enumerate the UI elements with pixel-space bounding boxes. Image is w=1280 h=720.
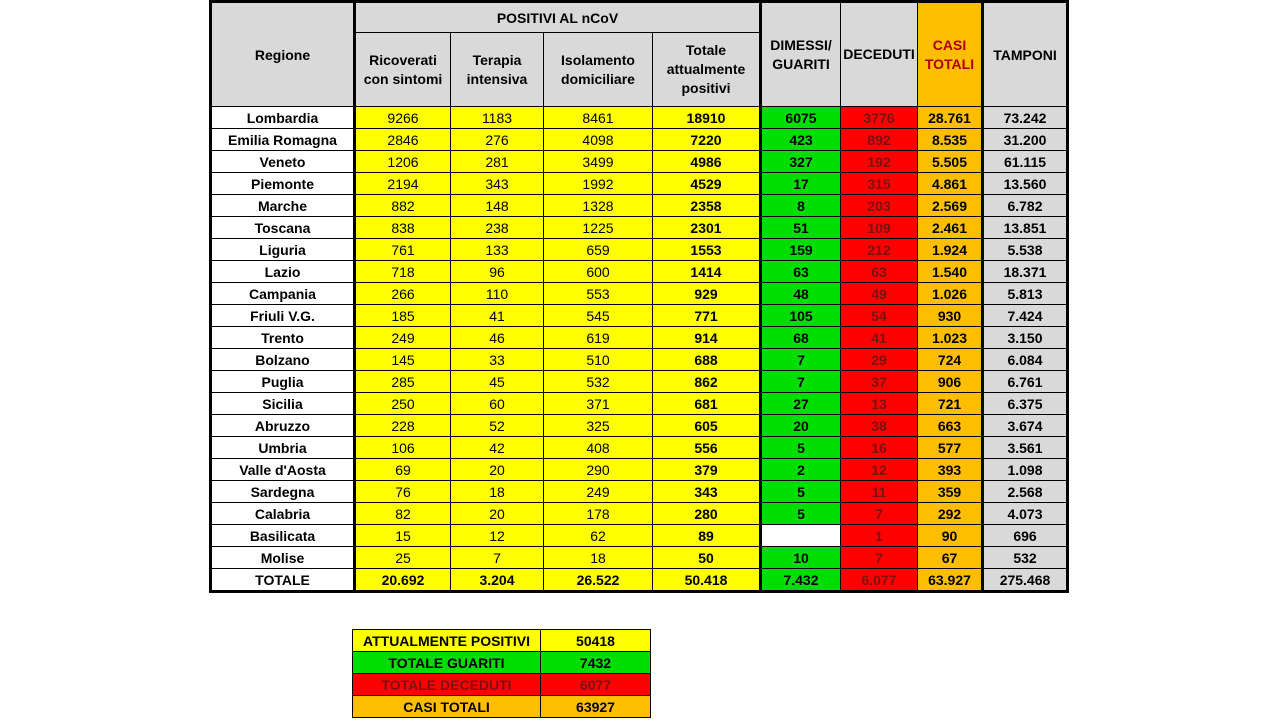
- cell-tamponi: 5.813: [983, 283, 1068, 305]
- cell-totale-positivi: 681: [653, 393, 761, 415]
- cell-terapia-intensiva: 33: [451, 349, 544, 371]
- cell-deceduti: 7: [841, 547, 918, 569]
- table-row: [211, 261, 1068, 283]
- cell-casi-totali: 359: [918, 481, 983, 503]
- cell-regione: Liguria: [211, 239, 355, 261]
- cell-terapia-intensiva: 20: [451, 503, 544, 525]
- cell-deceduti: 12: [841, 459, 918, 481]
- cell-ricoverati: 285: [355, 371, 451, 393]
- summary-value: 7432: [541, 652, 651, 674]
- cell-casi-totali: 292: [918, 503, 983, 525]
- cell-isolamento: 553: [544, 283, 653, 305]
- cell-terapia-intensiva: 276: [451, 129, 544, 151]
- cell-deceduti: 63: [841, 261, 918, 283]
- cell-totale-positivi: 7220: [653, 129, 761, 151]
- cell-regione: Friuli V.G.: [211, 305, 355, 327]
- cell-dimessi-guariti: 63: [761, 261, 841, 283]
- table-row: [211, 525, 1068, 547]
- cell-isolamento: 62: [544, 525, 653, 547]
- cell-dimessi-guariti: 159: [761, 239, 841, 261]
- cell-totale-positivi: 18910: [653, 107, 761, 129]
- cell-totale-positivi: 1414: [653, 261, 761, 283]
- cell-isolamento: 1992: [544, 173, 653, 195]
- table-row: [211, 459, 1068, 481]
- cell-terapia-intensiva: 42: [451, 437, 544, 459]
- cell-deceduti: 109: [841, 217, 918, 239]
- cell-dimessi-guariti: 7.432: [761, 569, 841, 592]
- cell-terapia-intensiva: 52: [451, 415, 544, 437]
- cell-casi-totali: 67: [918, 547, 983, 569]
- summary-table: [352, 629, 651, 718]
- cell-isolamento: 600: [544, 261, 653, 283]
- cell-tamponi: 7.424: [983, 305, 1068, 327]
- table-row: [211, 349, 1068, 371]
- table-row: [211, 151, 1068, 173]
- cell-tamponi: 3.674: [983, 415, 1068, 437]
- cell-ricoverati: 2846: [355, 129, 451, 151]
- cell-ricoverati: 266: [355, 283, 451, 305]
- cell-deceduti: 38: [841, 415, 918, 437]
- table-row: [211, 173, 1068, 195]
- cell-ricoverati: 145: [355, 349, 451, 371]
- cell-regione: Emilia Romagna: [211, 129, 355, 151]
- cell-deceduti: 29: [841, 349, 918, 371]
- cell-isolamento: 659: [544, 239, 653, 261]
- totals-row: [211, 569, 1068, 592]
- cell-tamponi: 3.150: [983, 327, 1068, 349]
- cell-ricoverati: 185: [355, 305, 451, 327]
- cell-ricoverati: 76: [355, 481, 451, 503]
- cell-casi-totali: 1.026: [918, 283, 983, 305]
- cell-dimessi-guariti: 10: [761, 547, 841, 569]
- cell-totale-positivi: 688: [653, 349, 761, 371]
- cell-dimessi-guariti: 20: [761, 415, 841, 437]
- cell-totale-positivi: 556: [653, 437, 761, 459]
- cell-dimessi-guariti: 68: [761, 327, 841, 349]
- cell-ricoverati: 718: [355, 261, 451, 283]
- cell-deceduti: 49: [841, 283, 918, 305]
- cell-ricoverati: 106: [355, 437, 451, 459]
- header-terapia-intensiva: Terapia intensiva: [451, 33, 544, 107]
- cell-deceduti: 892: [841, 129, 918, 151]
- cell-terapia-intensiva: 96: [451, 261, 544, 283]
- header-regione: Regione: [211, 2, 355, 107]
- cell-casi-totali: 393: [918, 459, 983, 481]
- cell-isolamento: 325: [544, 415, 653, 437]
- cell-dimessi-guariti: 51: [761, 217, 841, 239]
- cell-ricoverati: 2194: [355, 173, 451, 195]
- cell-casi-totali: 1.023: [918, 327, 983, 349]
- cell-totale-positivi: 862: [653, 371, 761, 393]
- cell-dimessi-guariti: 27: [761, 393, 841, 415]
- cell-terapia-intensiva: 12: [451, 525, 544, 547]
- cell-tamponi: 61.115: [983, 151, 1068, 173]
- cell-casi-totali: 4.861: [918, 173, 983, 195]
- cell-isolamento: 1225: [544, 217, 653, 239]
- cell-tamponi: 696: [983, 525, 1068, 547]
- cell-isolamento: 1328: [544, 195, 653, 217]
- cell-dimessi-guariti: 2: [761, 459, 841, 481]
- cell-tamponi: 6.761: [983, 371, 1068, 393]
- cell-ricoverati: 249: [355, 327, 451, 349]
- cell-totale-positivi: 4529: [653, 173, 761, 195]
- cell-deceduti: 1: [841, 525, 918, 547]
- cell-regione: Calabria: [211, 503, 355, 525]
- cell-casi-totali: 724: [918, 349, 983, 371]
- cell-totale-positivi: 1553: [653, 239, 761, 261]
- cell-tamponi: 6.375: [983, 393, 1068, 415]
- summary-row: [353, 652, 651, 674]
- cell-ricoverati: 838: [355, 217, 451, 239]
- cell-totale-positivi: 771: [653, 305, 761, 327]
- cell-terapia-intensiva: 18: [451, 481, 544, 503]
- cell-ricoverati: 20.692: [355, 569, 451, 592]
- cell-isolamento: 510: [544, 349, 653, 371]
- cell-casi-totali: 721: [918, 393, 983, 415]
- cell-isolamento: 178: [544, 503, 653, 525]
- cell-ricoverati: 25: [355, 547, 451, 569]
- cell-ricoverati: 9266: [355, 107, 451, 129]
- cell-dimessi-guariti: 17: [761, 173, 841, 195]
- cell-regione: TOTALE: [211, 569, 355, 592]
- cell-regione: Marche: [211, 195, 355, 217]
- header-tamponi: TAMPONI: [983, 2, 1068, 107]
- table-row: [211, 393, 1068, 415]
- cell-totale-positivi: 2301: [653, 217, 761, 239]
- cell-dimessi-guariti: 423: [761, 129, 841, 151]
- cell-casi-totali: 2.569: [918, 195, 983, 217]
- cell-casi-totali: 577: [918, 437, 983, 459]
- cell-terapia-intensiva: 133: [451, 239, 544, 261]
- cell-totale-positivi: 2358: [653, 195, 761, 217]
- cell-ricoverati: 761: [355, 239, 451, 261]
- cell-ricoverati: 15: [355, 525, 451, 547]
- regional-data-table-container: [209, 0, 1069, 593]
- summary-row: [353, 696, 651, 718]
- cell-deceduti: 7: [841, 503, 918, 525]
- cell-tamponi: 13.560: [983, 173, 1068, 195]
- cell-deceduti: 315: [841, 173, 918, 195]
- cell-isolamento: 290: [544, 459, 653, 481]
- table-row: [211, 129, 1068, 151]
- table-row: [211, 503, 1068, 525]
- cell-casi-totali: 5.505: [918, 151, 983, 173]
- cell-totale-positivi: 4986: [653, 151, 761, 173]
- cell-totale-positivi: 280: [653, 503, 761, 525]
- cell-ricoverati: 1206: [355, 151, 451, 173]
- cell-regione: Lombardia: [211, 107, 355, 129]
- cell-isolamento: 3499: [544, 151, 653, 173]
- cell-totale-positivi: 343: [653, 481, 761, 503]
- cell-regione: Valle d'Aosta: [211, 459, 355, 481]
- cell-regione: Trento: [211, 327, 355, 349]
- header-ricoverati: Ricoverati con sintomi: [355, 33, 451, 107]
- cell-dimessi-guariti: 6075: [761, 107, 841, 129]
- table-row: [211, 437, 1068, 459]
- cell-casi-totali: 2.461: [918, 217, 983, 239]
- cell-tamponi: 6.782: [983, 195, 1068, 217]
- table-row: [211, 107, 1068, 129]
- summary-value: 6077: [541, 674, 651, 696]
- cell-totale-positivi: 929: [653, 283, 761, 305]
- cell-isolamento: 371: [544, 393, 653, 415]
- header-isolamento: Isolamento domiciliare: [544, 33, 653, 107]
- cell-ricoverati: 250: [355, 393, 451, 415]
- header-casi-totali: CASI TOTALI: [918, 2, 983, 107]
- header-deceduti: DECEDUTI: [841, 2, 918, 107]
- table-row: [211, 371, 1068, 393]
- cell-deceduti: 37: [841, 371, 918, 393]
- table-row: [211, 283, 1068, 305]
- summary-value: 50418: [541, 630, 651, 652]
- cell-isolamento: 408: [544, 437, 653, 459]
- cell-ricoverati: 882: [355, 195, 451, 217]
- cell-ricoverati: 69: [355, 459, 451, 481]
- cell-tamponi: 4.073: [983, 503, 1068, 525]
- table-row: [211, 327, 1068, 349]
- cell-terapia-intensiva: 7: [451, 547, 544, 569]
- cell-tamponi: 31.200: [983, 129, 1068, 151]
- cell-tamponi: 1.098: [983, 459, 1068, 481]
- cell-totale-positivi: 605: [653, 415, 761, 437]
- cell-tamponi: 2.568: [983, 481, 1068, 503]
- cell-regione: Veneto: [211, 151, 355, 173]
- cell-regione: Abruzzo: [211, 415, 355, 437]
- cell-terapia-intensiva: 238: [451, 217, 544, 239]
- cell-terapia-intensiva: 20: [451, 459, 544, 481]
- cell-deceduti: 192: [841, 151, 918, 173]
- table-row: [211, 239, 1068, 261]
- cell-casi-totali: 90: [918, 525, 983, 547]
- cell-terapia-intensiva: 281: [451, 151, 544, 173]
- cell-casi-totali: 930: [918, 305, 983, 327]
- cell-casi-totali: 663: [918, 415, 983, 437]
- cell-dimessi-guariti: 48: [761, 283, 841, 305]
- cell-isolamento: 8461: [544, 107, 653, 129]
- cell-terapia-intensiva: 343: [451, 173, 544, 195]
- cell-dimessi-guariti: 105: [761, 305, 841, 327]
- table-body: [211, 107, 1068, 592]
- table-row: [211, 217, 1068, 239]
- summary-row: [353, 674, 651, 696]
- cell-regione: Molise: [211, 547, 355, 569]
- cell-totale-positivi: 50.418: [653, 569, 761, 592]
- cell-deceduti: 6.077: [841, 569, 918, 592]
- cell-terapia-intensiva: 110: [451, 283, 544, 305]
- cell-isolamento: 18: [544, 547, 653, 569]
- cell-tamponi: 3.561: [983, 437, 1068, 459]
- cell-dimessi-guariti: 5: [761, 481, 841, 503]
- cell-isolamento: 249: [544, 481, 653, 503]
- cell-regione: Piemonte: [211, 173, 355, 195]
- cell-dimessi-guariti: 7: [761, 349, 841, 371]
- cell-totale-positivi: 89: [653, 525, 761, 547]
- table-row: [211, 547, 1068, 569]
- table-row: [211, 305, 1068, 327]
- cell-ricoverati: 82: [355, 503, 451, 525]
- summary-value: 63927: [541, 696, 651, 718]
- cell-tamponi: 18.371: [983, 261, 1068, 283]
- table-row: [211, 481, 1068, 503]
- cell-dimessi-guariti: 327: [761, 151, 841, 173]
- cell-casi-totali: 28.761: [918, 107, 983, 129]
- cell-regione: Puglia: [211, 371, 355, 393]
- header-positivi-group: POSITIVI AL nCoV: [355, 2, 761, 33]
- cell-deceduti: 41: [841, 327, 918, 349]
- cell-isolamento: 532: [544, 371, 653, 393]
- cell-terapia-intensiva: 1183: [451, 107, 544, 129]
- cell-tamponi: 5.538: [983, 239, 1068, 261]
- cell-deceduti: 11: [841, 481, 918, 503]
- cell-deceduti: 203: [841, 195, 918, 217]
- cell-deceduti: 13: [841, 393, 918, 415]
- cell-deceduti: 212: [841, 239, 918, 261]
- cell-casi-totali: 63.927: [918, 569, 983, 592]
- cell-terapia-intensiva: 46: [451, 327, 544, 349]
- cell-terapia-intensiva: 60: [451, 393, 544, 415]
- cell-terapia-intensiva: 148: [451, 195, 544, 217]
- cell-regione: Sardegna: [211, 481, 355, 503]
- summary-label: TOTALE DECEDUTI: [353, 674, 541, 696]
- cell-terapia-intensiva: 45: [451, 371, 544, 393]
- cell-deceduti: 54: [841, 305, 918, 327]
- table-row: [211, 415, 1068, 437]
- cell-casi-totali: 1.540: [918, 261, 983, 283]
- cell-tamponi: 532: [983, 547, 1068, 569]
- cell-dimessi-guariti: 5: [761, 503, 841, 525]
- summary-label: CASI TOTALI: [353, 696, 541, 718]
- cell-isolamento: 545: [544, 305, 653, 327]
- cell-ricoverati: 228: [355, 415, 451, 437]
- cell-isolamento: 619: [544, 327, 653, 349]
- cell-regione: Basilicata: [211, 525, 355, 547]
- regional-data-table: [209, 0, 1069, 593]
- summary-table-container: [352, 629, 651, 718]
- cell-tamponi: 13.851: [983, 217, 1068, 239]
- cell-isolamento: 26.522: [544, 569, 653, 592]
- cell-totale-positivi: 50: [653, 547, 761, 569]
- cell-tamponi: 6.084: [983, 349, 1068, 371]
- summary-label: TOTALE GUARITI: [353, 652, 541, 674]
- cell-regione: Campania: [211, 283, 355, 305]
- table-row: [211, 195, 1068, 217]
- cell-tamponi: 275.468: [983, 569, 1068, 592]
- cell-totale-positivi: 914: [653, 327, 761, 349]
- cell-regione: Toscana: [211, 217, 355, 239]
- cell-dimessi-guariti: 5: [761, 437, 841, 459]
- header-dimessi-guariti: DIMESSI/ GUARITI: [761, 2, 841, 107]
- cell-deceduti: 3776: [841, 107, 918, 129]
- summary-row: [353, 630, 651, 652]
- cell-totale-positivi: 379: [653, 459, 761, 481]
- cell-tamponi: 73.242: [983, 107, 1068, 129]
- cell-regione: Lazio: [211, 261, 355, 283]
- summary-label: ATTUALMENTE POSITIVI: [353, 630, 541, 652]
- cell-dimessi-guariti: 8: [761, 195, 841, 217]
- cell-dimessi-guariti: [761, 525, 841, 547]
- cell-casi-totali: 906: [918, 371, 983, 393]
- cell-casi-totali: 1.924: [918, 239, 983, 261]
- cell-dimessi-guariti: 7: [761, 371, 841, 393]
- cell-regione: Sicilia: [211, 393, 355, 415]
- cell-terapia-intensiva: 3.204: [451, 569, 544, 592]
- cell-terapia-intensiva: 41: [451, 305, 544, 327]
- cell-isolamento: 4098: [544, 129, 653, 151]
- header-totale-positivi: Totale attualmente positivi: [653, 33, 761, 107]
- cell-casi-totali: 8.535: [918, 129, 983, 151]
- cell-regione: Umbria: [211, 437, 355, 459]
- cell-regione: Bolzano: [211, 349, 355, 371]
- cell-deceduti: 16: [841, 437, 918, 459]
